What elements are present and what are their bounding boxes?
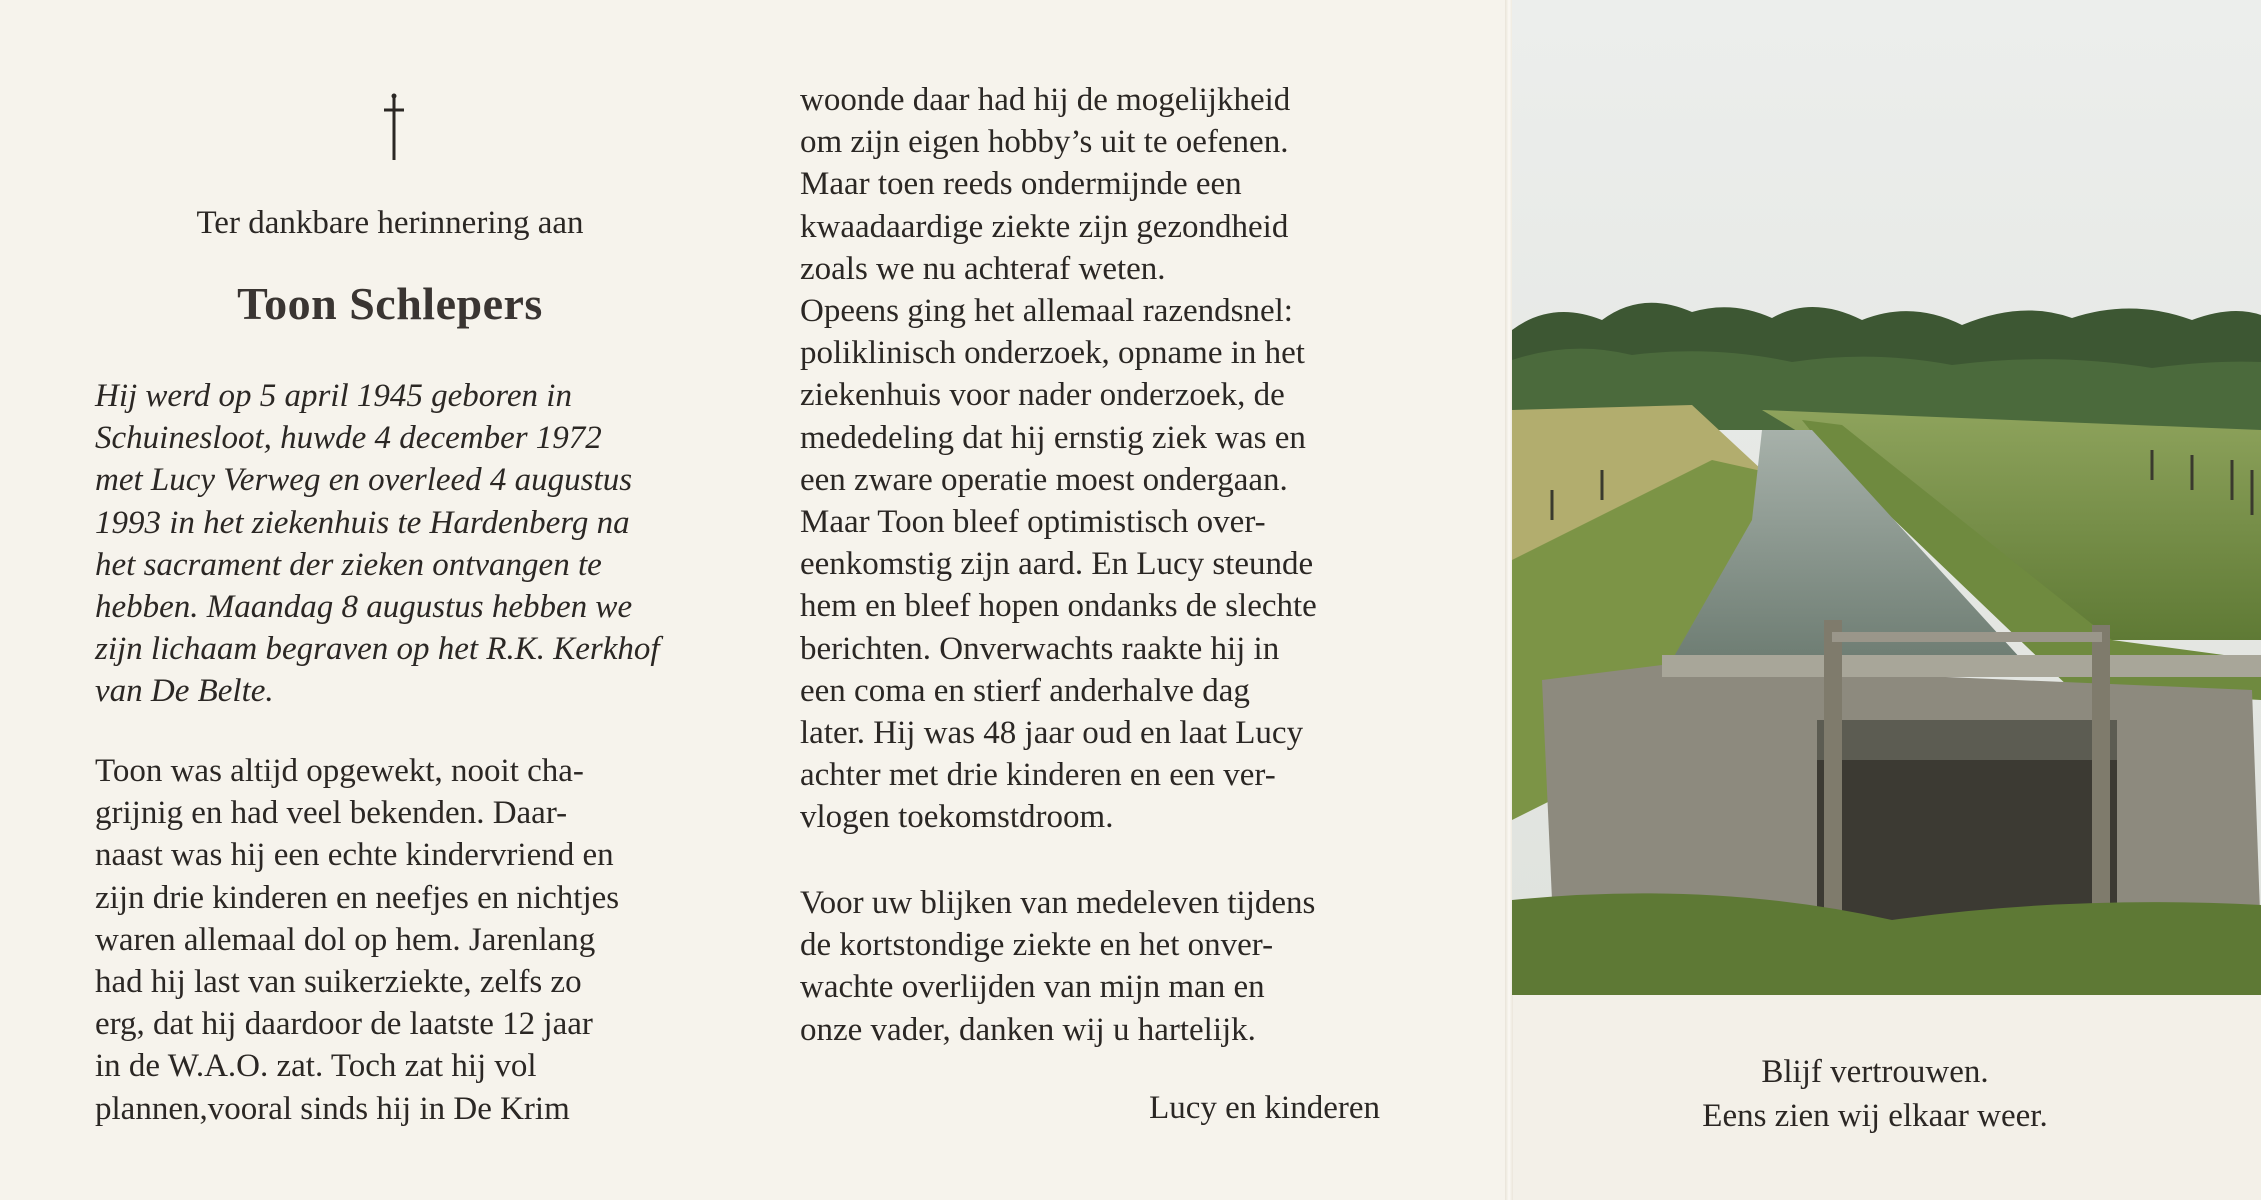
story-right-paragraph [800,79,1390,839]
story-line: eenkomstig zijn aard. En Lucy steunde [800,546,1314,583]
story-line: in de W.A.O. zat. Toch zat hij vol [95,1048,537,1085]
deceased-name: Toon Schlepers [237,278,543,329]
thanks-paragraph [800,882,1390,1051]
story-line: mededeling dat hij ernstig ziek was en [800,419,1306,456]
story-line: had hij last van suikerziekte, zelfs zo [95,964,582,1001]
thanks-line: Voor uw blijken van medeleven tijdens [800,885,1316,921]
bio-line: 1993 in het ziekenhuis te Hardenberg na [95,504,630,541]
intro-text: Ter dankbare herinnering aan [196,205,584,241]
story-line: ziekenhuis voor nader onderzoek, de [800,377,1285,414]
cross-icon [380,92,408,162]
story-line: poliklinisch onderzoek, opname in het [800,335,1305,372]
story-left-paragraph [95,750,685,1130]
story-line: waren allemaal dol op hem. Jarenlang [95,921,596,958]
bio-line: van De Belte. [95,673,274,710]
story-line: woonde daar had hij de mogelijkheid [800,82,1291,118]
bio-line: met Lucy Verweg en overleed 4 augustus [95,462,633,499]
story-line: Opeens ging het allemaal razendsnel: [800,293,1293,330]
story-line: een zware operatie moest ondergaan. [800,461,1288,498]
ditch-landscape-image [1512,0,2261,995]
story-line: hem en bleef hopen ondanks de slechte [800,588,1317,625]
bio-paragraph [95,375,685,713]
story-line: naast was hij een echte kindervriend en [95,837,614,874]
bio-line: Schuinesloot, huwde 4 december 1972 [95,420,602,457]
story-line: een coma en stierf anderhalve dag [800,672,1250,709]
thanks-line: wachte overlijden van mijn man en [800,969,1265,1006]
story-line: zoals we nu achteraf weten. [800,250,1166,287]
bio-line: het sacrament der zieken ontvangen te [95,546,602,583]
bio-line: Hij werd op 5 april 1945 geboren in [95,378,572,414]
story-line: plannen,vooral sinds hij in De Krim [95,1090,570,1127]
verse-line: Blijf vertrouwen. [1761,1054,1989,1090]
story-line: Toon was altijd opgewekt, nooit cha- [95,753,584,789]
story-line: vlogen toekomstdroom. [800,799,1114,836]
story-line: later. Hij was 48 jaar oud en laat Lucy [800,715,1304,752]
story-line: erg, dat hij daardoor de laatste 12 jaar [95,1006,593,1043]
landscape-photo [1512,0,2261,995]
bio-line: zijn lichaam begraven op het R.K. Kerkhof [95,631,660,668]
story-line: om zijn eigen hobby’s uit te oefenen. [800,124,1289,161]
story-line: grijnig en had veel bekenden. Daar- [95,795,568,832]
story-line: zijn drie kinderen en neefjes en nichtjes [95,879,620,916]
bio-line: hebben. Maandag 8 augustus hebben we [95,589,633,626]
signature: Lucy en kinderen [1149,1090,1380,1126]
story-line: berichten. Onverwachts raakte hij in [800,630,1280,667]
closing-verse [1535,1050,2215,1138]
thanks-line: onze vader, danken wij u hartelijk. [800,1011,1256,1048]
story-line: kwaadaardige ziekte zijn gezondheid [800,208,1289,245]
verse-line: Eens zien wij elkaar weer. [1702,1098,2048,1134]
story-line: achter met drie kinderen en een ver- [800,757,1276,794]
thanks-line: de kortstondige ziekte en het onver- [800,927,1274,964]
story-line: Maar Toon bleef optimistisch over- [800,504,1266,541]
story-line: Maar toen reeds ondermijnde een [800,166,1242,203]
